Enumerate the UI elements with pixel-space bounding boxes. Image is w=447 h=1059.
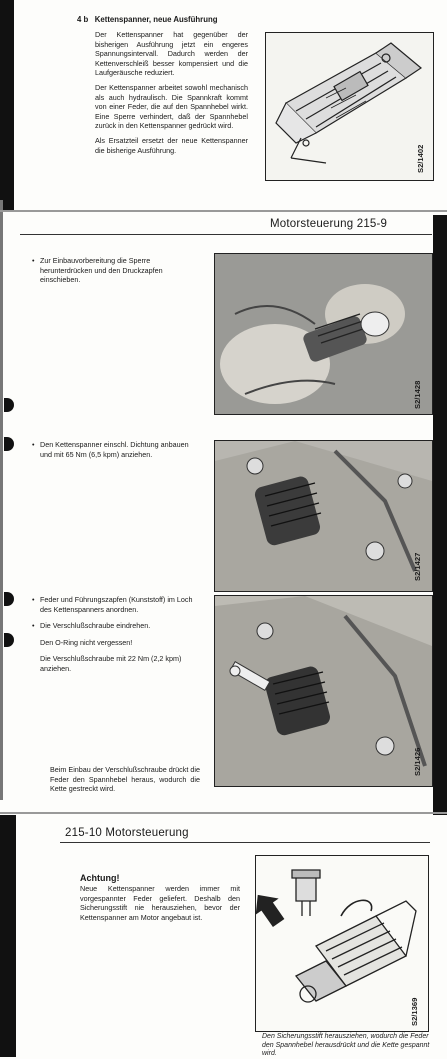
figure-label: S2/1427 <box>413 552 422 581</box>
paragraph: Der Kettenspanner hat gegenüber der bisherigen Ausführung jetzt ein engeres Spannungsintervall. Dadurch werden der Kettenverschleiß besser kompensiert und die Laufgeräusche reduziert. <box>95 30 248 78</box>
paragraph: Als Ersatzteil ersetzt der neue Kettenspanner die bisherige Ausführung. <box>95 135 248 155</box>
paragraph: Der Kettenspanner arbeitet sowohl mechanisch als auch hydraulisch. Die Spannkraft kommt von einer Feder, die auf den Spannhebel wirkt. Eine Sperre verhindert, daß der Spannhebel zurück in den Kettenspanner gedrückt wird. <box>95 82 248 131</box>
tensioner-safety-pin-figure <box>255 855 429 1032</box>
note-text: Den O-Ring nicht vergessen! <box>40 637 133 647</box>
tensioner-drawing <box>256 856 428 1031</box>
scan-edge-bottom <box>0 815 16 1057</box>
step-text: • Den Kettenspanner einschl. Dichtung anbauen und mit 65 Nm (6,5 kpm) anziehen. <box>40 440 195 459</box>
page-header: Motorsteuerung 215-9 <box>270 218 388 230</box>
scan-edge-right <box>433 215 447 815</box>
note-text: Die Verschlußschraube mit 22 Nm (2,2 kpm) anziehen. <box>40 654 182 673</box>
binder-hole <box>4 437 14 451</box>
photo-tensioner-lock <box>214 253 433 415</box>
binder-hole <box>4 633 14 647</box>
photo-closing-screw <box>214 595 433 787</box>
photo-drawing <box>215 254 432 414</box>
scan-edge-top <box>0 0 14 210</box>
scan-edge-middle <box>0 200 3 800</box>
chain-tensioner-figure <box>265 32 434 181</box>
figure-caption: Den Sicherungsstift herausziehen, wodurch die Feder den Spannhebel herausdrückt und die Kette gespannt wird. <box>262 1033 430 1058</box>
figure-label: S2/1426 <box>413 747 422 776</box>
step-1 <box>40 256 195 285</box>
warning-text: Neue Kettenspanner werden immer mit vorgespannter Feder geliefert. Deshalb den Sicherungsstift nie herausziehen, bevor der Kettenspanner am Motor angebaut ist. <box>80 884 240 922</box>
header-rule <box>60 842 430 843</box>
photo-drawing <box>215 596 432 786</box>
step-3 <box>40 595 200 674</box>
page-separator <box>0 210 447 212</box>
warning-title: Achtung! <box>80 873 120 883</box>
binder-hole <box>4 398 14 412</box>
figure-label: S2/1428 <box>413 380 422 409</box>
binder-hole <box>4 592 14 606</box>
figure-label: S2/1369 <box>410 997 419 1026</box>
section1-text <box>95 30 248 160</box>
photo-tensioner-mounted <box>214 440 433 592</box>
section-heading <box>77 15 218 24</box>
tensioner-cutaway-drawing <box>266 33 433 180</box>
step-2 <box>40 440 195 459</box>
heading-title: Kettenspanner, neue Ausführung <box>94 15 218 24</box>
page-header: 215-10 Motorsteuerung <box>65 827 189 839</box>
photo-drawing <box>215 441 432 591</box>
page-separator <box>0 812 447 814</box>
step-text: • Die Verschlußschraube eindrehen. <box>40 621 200 631</box>
step-text: • Zur Einbauvorbereitung die Sperre herunterdrücken und den Druckzapfen einschieben. <box>40 256 195 285</box>
step-text: • Feder und Führungszapfen (Kunststoff) im Loch des Kettenspanners anordnen. <box>40 595 200 614</box>
header-rule <box>20 234 432 235</box>
remark: Beim Einbau der Verschlußschraube drückt die Feder den Spannhebel heraus, wodurch die Kette gestreckt wird. <box>50 765 200 794</box>
figure-label: S2/1402 <box>416 144 425 173</box>
heading-number: 4 b <box>77 15 89 24</box>
